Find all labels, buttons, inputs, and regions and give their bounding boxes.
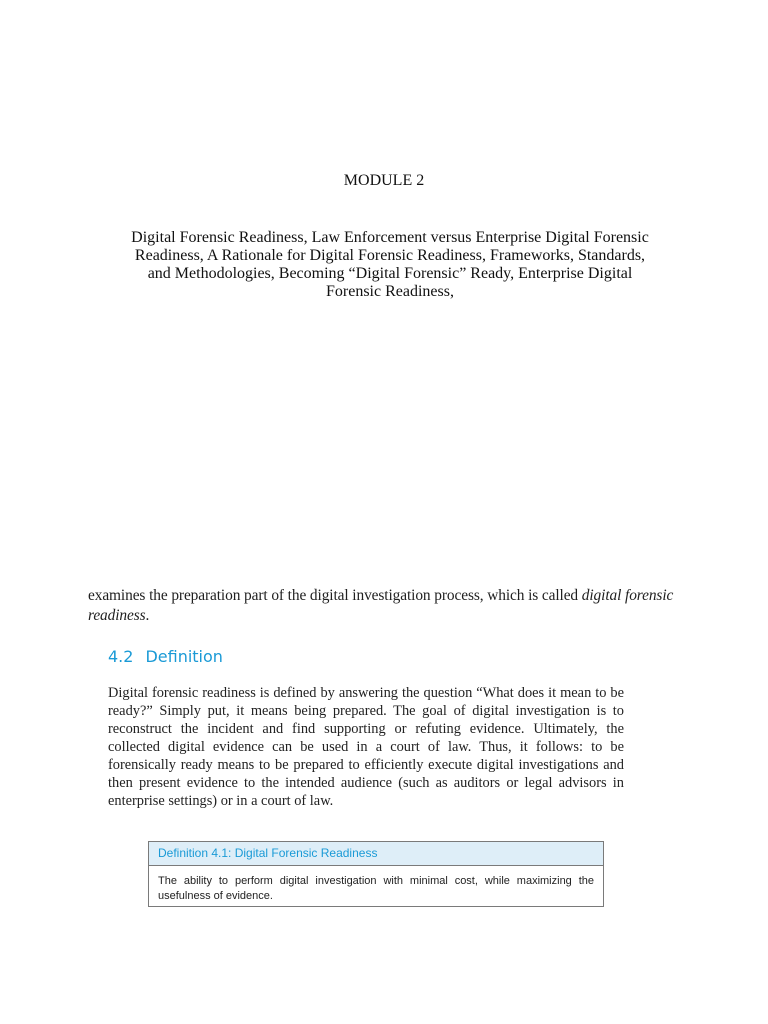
definition-box	[148, 841, 604, 907]
intro-text: examines the preparation part of the digital investigation process, which is called	[88, 587, 582, 604]
module-topics: Digital Forensic Readiness, Law Enforcement versus Enterprise Digital Forensic Readiness, A Rationale for Digital Forensic Readiness, Frameworks, Standards, and Methodologies, Becoming “Digital Forensic” Ready, Enterprise Digital Forensic Readiness,	[131, 229, 649, 300]
intro-paragraph	[88, 586, 688, 626]
section-title: Definition	[145, 647, 223, 666]
section-heading	[108, 647, 223, 666]
module-title: MODULE 2	[343, 172, 425, 189]
section-body: Digital forensic readiness is defined by answering the question “What does it mean to be ready?” Simply put, it means being prepared. The goal of digital investigation is to reconstruct the incident and find supporting or refuting evidence. Ultimately, the collected digital evidence can be used in a court of law. Thus, it follows: to be forensically ready means to be prepared to efficiently execute digital investigations and then present evidence to the intended audience (such as auditors or legal advisors in enterprise settings) or in a court of law.	[108, 685, 624, 809]
section-number: 4.2	[108, 647, 134, 666]
intro-end: .	[145, 607, 150, 624]
definition-title: Definition 4.1: Digital Forensic Readiness	[149, 842, 603, 866]
intro-emphasis: digital forensic readiness	[88, 587, 674, 624]
definition-text: The ability to perform digital investigation with minimal cost, while maximizing the usefulness of evidence.	[158, 875, 594, 902]
